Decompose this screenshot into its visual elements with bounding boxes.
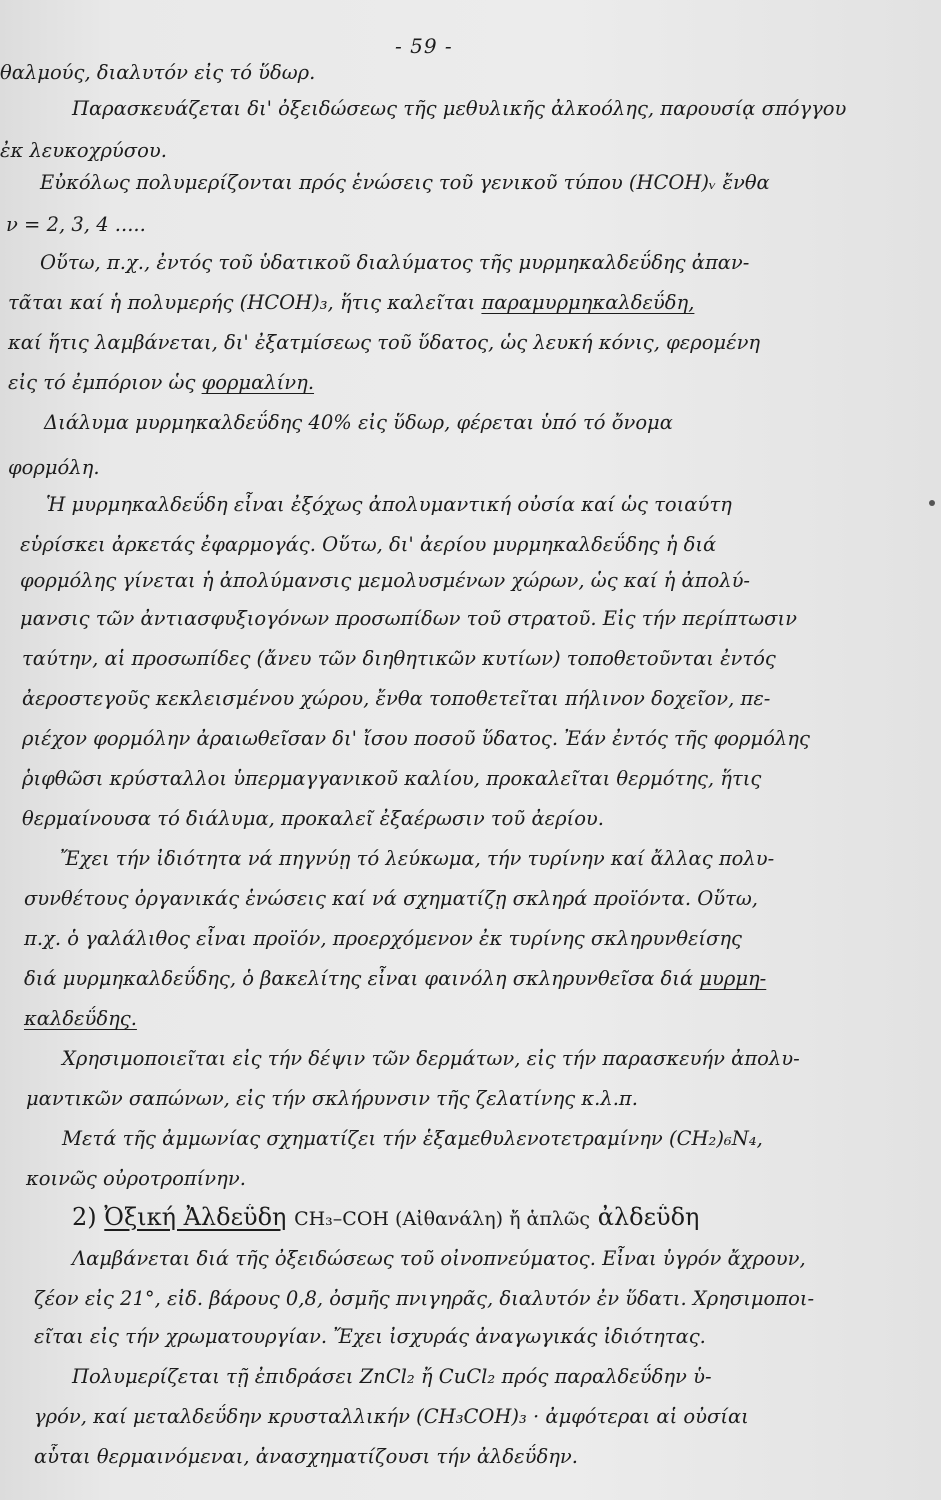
text-line: φορμόλης γίνεται ἡ ἀπολύμανσις μεμολυσμένων χώρων, ὡς καί ἡ ἀπολύ- bbox=[20, 569, 751, 592]
text-line: ἐκ λευκοχρύσου. bbox=[0, 139, 167, 162]
section-formula: CH₃–COH (Αἰθανάλη) ἤ ἁπλῶς bbox=[294, 1208, 591, 1230]
text-line: εὑρίσκει ἀρκετάς ἐφαρμογάς. Οὕτω, δι' ἀερίου μυρμηκαλδεΰδης ἡ διά bbox=[20, 533, 717, 556]
text-span: διά μυρμηκαλδεΰδης, ὁ βακελίτης εἶναι φαινόλη σκληρυνθεῖσα διά bbox=[24, 967, 694, 990]
ink-speck bbox=[929, 500, 935, 506]
underlined-term: μυρμη- bbox=[699, 967, 767, 990]
text-line: Χρησιμοποιεῖται εἰς τήν δέψιν τῶν δερμάτων, εἰς τήν παρασκευήν ἀπολυ- bbox=[62, 1047, 800, 1070]
text-line: μανσις τῶν ἀντιασφυξιογόνων προσωπίδων τοῦ στρατοῦ. Εἰς τήν περίπτωσιν bbox=[20, 607, 797, 630]
text-line bbox=[0, 370, 941, 396]
underlined-term: καλδεΰδης. bbox=[24, 1007, 137, 1030]
text-line bbox=[0, 1006, 941, 1032]
text-span: εἰς τό ἐμπόριον ὡς bbox=[8, 371, 196, 394]
section-alt-name: ἀλδεΰδη bbox=[597, 1204, 700, 1231]
section-title: Ὀξική Ἀλδεΰδη bbox=[104, 1204, 287, 1231]
text-line: Διάλυμα μυρμηκαλδεΰδης 40% εἰς ὕδωρ, φέρεται ὑπό τό ὄνομα bbox=[44, 411, 673, 434]
text-line: καί ἥτις λαμβάνεται, δι' ἐξατμίσεως τοῦ ὕδατος, ὡς λευκή κόνις, φερομένη bbox=[8, 331, 761, 354]
text-line: ζέον εἰς 21°, εἰδ. βάρους 0,8, ὀσμῆς πνιγηρᾶς, διαλυτόν ἐν ὕδατι. Χρησιμοποι- bbox=[34, 1287, 815, 1310]
text-line: Ἡ μυρμηκαλδεΰδη εἶναι ἐξόχως ἀπολυμαντική οὐσία καί ὡς τοιαύτη bbox=[46, 493, 732, 516]
text-line: ριέχον φορμόλην ἀραιωθεῖσαν δι' ἴσου ποσοῦ ὕδατος. Ἐάν ἐντός τῆς φορμόλης bbox=[22, 727, 810, 750]
text-line bbox=[0, 966, 941, 992]
text-span: τᾶται καί ἡ πολυμερής (HCOH)₃, ἥτις καλεῖται bbox=[8, 291, 476, 314]
text-line: εῖται εἰς τήν χρωματουργίαν. Ἔχει ἰσχυράς ἀναγωγικάς ἰδιότητας. bbox=[34, 1325, 706, 1348]
text-line: γρόν, καί μεταλδεΰδην κρυσταλλικήν (CH₃COH)₃ · ἀμφότεραι αἱ οὐσίαι bbox=[34, 1405, 749, 1428]
text-line: κοινῶς οὐροτροπίνην. bbox=[26, 1167, 246, 1190]
text-line: ταύτην, αἱ προσωπίδες (ἄνευ τῶν διηθητικῶν κυτίων) τοποθετοῦνται ἐντός bbox=[22, 647, 776, 670]
text-line: Μετά τῆς ἀμμωνίας σχηματίζει τήν ἑξαμεθυλενοτετραμίνην (CH₂)₆N₄, bbox=[62, 1127, 763, 1150]
text-line bbox=[0, 290, 941, 316]
section-number: 2) bbox=[72, 1204, 97, 1231]
text-line: ν = 2, 3, 4 ..... bbox=[6, 213, 146, 236]
text-line: Ἔχει τήν ἰδιότητα νά πηγνύῃ τό λεύκωμα, τήν τυρίνην καί ἄλλας πολυ- bbox=[60, 847, 775, 870]
section-heading bbox=[0, 1204, 941, 1232]
text-line: ῥιφθῶσι κρύσταλλοι ὑπερμαγγανικοῦ καλίου, προκαλεῖται θερμότης, ἥτις bbox=[22, 767, 762, 790]
underlined-term: παραμυρμηκαλδεΰδη, bbox=[481, 291, 695, 314]
text-line: θερμαίνουσα τό διάλυμα, προκαλεῖ ἐξαέρωσιν τοῦ ἀερίου. bbox=[22, 807, 604, 830]
text-line: μαντικῶν σαπώνων, εἰς τήν σκλήρυνσιν τῆς ζελατίνης κ.λ.π. bbox=[26, 1087, 638, 1110]
text-line: Οὕτω, π.χ., ἐντός τοῦ ὑδατικοῦ διαλύματος τῆς μυρμηκαλδεΰδης ἀπαν- bbox=[40, 251, 750, 274]
text-line: π.χ. ὁ γαλάλιθος εἶναι προϊόν, προερχόμενον ἐκ τυρίνης σκληρυνθείσης bbox=[24, 927, 742, 950]
page-number: - 59 - bbox=[395, 34, 453, 58]
text-line: Λαμβάνεται διά τῆς ὀξειδώσεως τοῦ οἰνοπνεύματος. Εἶναι ὑγρόν ἄχρουν, bbox=[72, 1247, 806, 1270]
text-line: αὗται θερμαινόμεναι, ἀνασχηματίζουσι τήν ἀλδεΰδην. bbox=[34, 1445, 578, 1468]
text-line: θαλμούς, διαλυτόν εἰς τό ὕδωρ. bbox=[0, 61, 316, 84]
text-line: Πολυμερίζεται τῇ ἐπιδράσει ZnCl₂ ἤ CuCl₂ πρός παραλδεΰδην ὑ- bbox=[72, 1365, 712, 1388]
text-line: φορμόλη. bbox=[8, 456, 100, 479]
text-line: συνθέτους ὀργανικάς ἑνώσεις καί νά σχηματίζῃ σκληρά προϊόντα. Οὕτω, bbox=[24, 887, 758, 910]
text-line: Εὐκόλως πολυμερίζονται πρός ἑνώσεις τοῦ γενικοῦ τύπου (HCOH)ᵥ ἔνθα bbox=[40, 171, 770, 194]
text-line: Παρασκευάζεται δι' ὀξειδώσεως τῆς μεθυλικῆς ἀλκοόλης, παρουσίᾳ σπόγγου bbox=[72, 97, 847, 120]
underlined-term: φορμαλίνη. bbox=[201, 371, 315, 394]
text-line: ἀεροστεγοῦς κεκλεισμένου χώρου, ἔνθα τοποθετεῖται πήλινον δοχεῖον, πε- bbox=[22, 687, 771, 710]
